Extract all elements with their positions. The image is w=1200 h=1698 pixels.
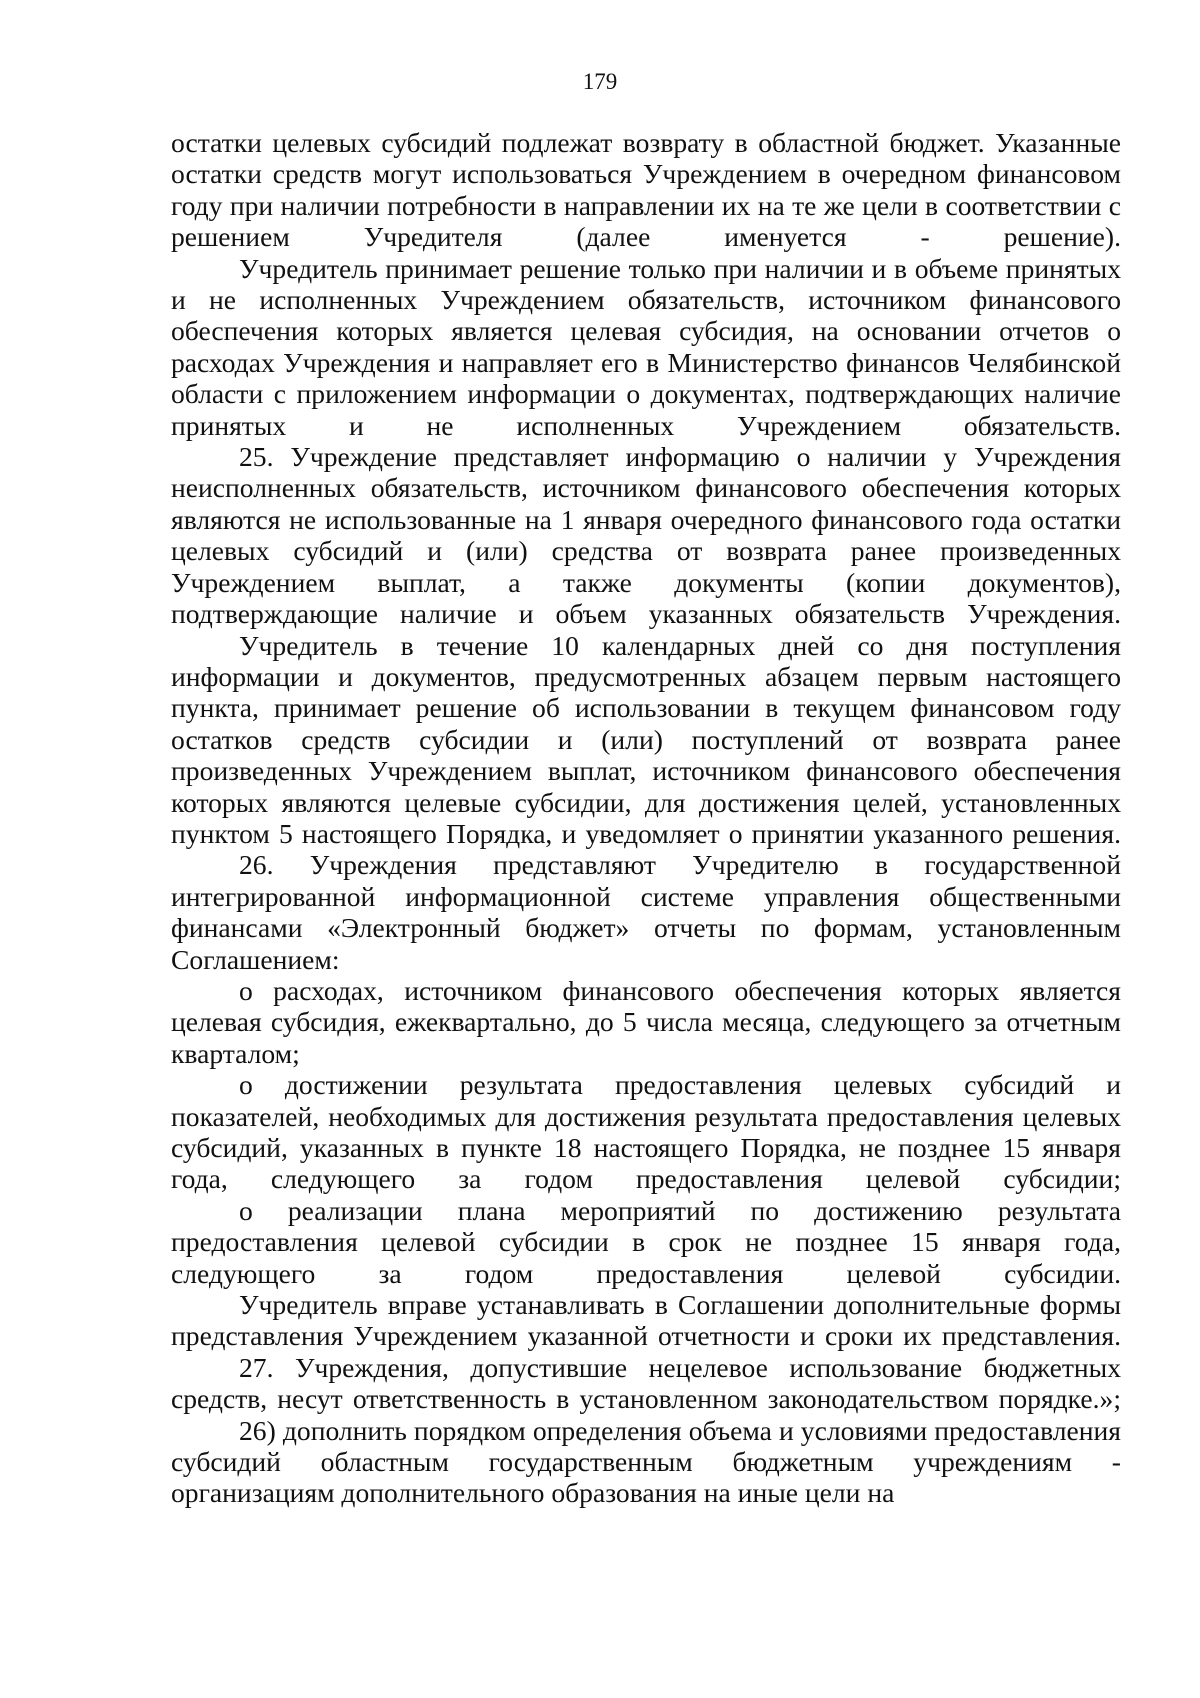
paragraph-founder-decision: Учредитель принимает решение только при наличии и в объеме принятых и не исполненных Учреждением обязательств, источником финансового обеспечения которых является целевая субсидия, на основании отчетов о расходах Учреждения и направляет его в Министерство финансов Челябинской области с приложением информации о документах, подтверждающих наличие принятых и не исполненных Учреждением обязательств.	[171, 252, 1121, 441]
page-number: 179	[582, 69, 618, 94]
paragraph-report-expenses: о расходах, источником финансового обеспечения которых является целевая субсидия, ежеквартально, до 5 числа месяца, следующего за отчетным кварталом;	[171, 974, 1121, 1069]
paragraph-amendment-26: 26) дополнить порядком определения объема и условиями предоставления субсидий областным государственным бюджетным учреждениям - организациям дополнительного образования на иные цели на	[171, 1414, 1121, 1509]
paragraph-additional-forms: Учредитель вправе устанавливать в Соглашении дополнительные формы представления Учреждением указанной отчетности и сроки их представления.	[171, 1289, 1121, 1352]
paragraph-continuation: остатки целевых субсидий подлежат возврату в областной бюджет. Указанные остатки средств могут использоваться Учреждением в очередном финансовом году при наличии потребности в направлении их на те же цели в соответствии с решением Учредителя (далее именуется - решение).	[171, 127, 1121, 253]
paragraph-founder-term: Учредитель в течение 10 календарных дней со дня поступления информации и документов, предусмотренных абзацем первым настоящего пункта, принимает решение об использовании в текущем финансовом году остатков средств субсидии и (или) поступлений от возврата ранее произведенных Учреждением выплат, источником финансового обеспечения которых являются целевые субсидии, для достижения целей, установленных пунктом 5 настоящего Порядка, и уведомляет о принятии указанного решения.	[171, 629, 1121, 849]
paragraph-report-results: о достижении результата предоставления целевых субсидий и показателей, необходимых для достижения результата предоставления целевых субсидий, указанных в пункте 18 настоящего Порядка, не позднее 15 января года, следующего за годом предоставления целевой субсидии;	[171, 1069, 1121, 1195]
paragraph-report-plan: о реализации плана мероприятий по достижению результата предоставления целевой субсидии в срок не позднее 15 января года, следующего за годом предоставления целевой субсидии.	[171, 1194, 1121, 1289]
paragraph-item-27: 27. Учреждения, допустившие нецелевое использование бюджетных средств, несут ответственность в установленном законодательством порядке.»;	[171, 1351, 1121, 1415]
document-body	[171, 127, 1121, 1509]
paragraph-item-25: 25. Учреждение представляет информацию о наличии у Учреждения неисполненных обязательств, источником финансового обеспечения которых являются не использованные на 1 января очередного финансового года остатки целевых субсидий и (или) средства от возврата ранее произведенных Учреждением выплат, а также документы (копии документов), подтверждающие наличие и объем указанных обязательств Учреждения.	[171, 441, 1121, 630]
paragraph-item-26: 26. Учреждения представляют Учредителю в государственной интегрированной информационной системе управления общественными финансами «Электронный бюджет» отчеты по формам, установленным Соглашением:	[171, 849, 1121, 975]
